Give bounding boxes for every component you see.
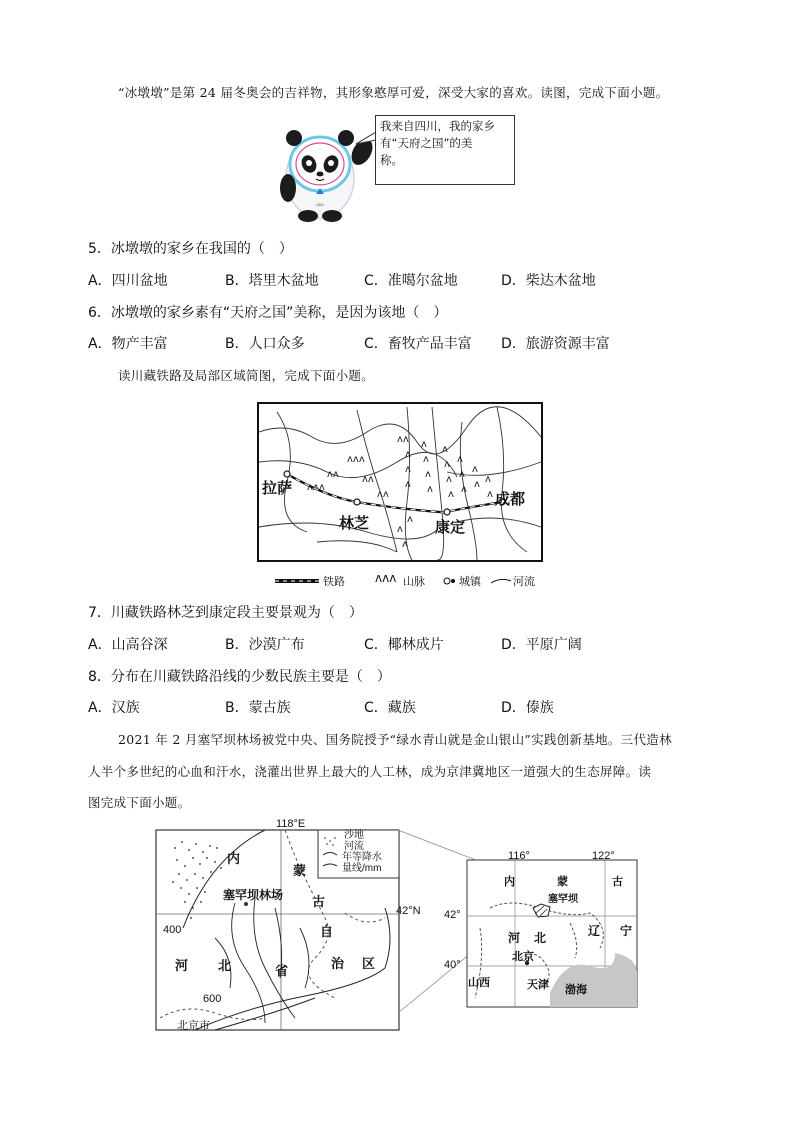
saihanba-inset-label: 塞罕坝 [548,894,578,905]
lat-40-inset-label: 40° [444,959,461,971]
region-char-qu: 区 [362,956,376,971]
intro-passage-3-line-1: 2021 年 2 月塞罕坝林场被党中央、国务院授予“绿水青山就是金山银山”实践创新基地。三代造林 [118,732,672,747]
svg-text:ʌ: ʌ [446,474,452,485]
q8-option-c[interactable]: C．藏族 [364,700,416,716]
saihanba-forest-label: 塞罕坝林场 [223,888,284,902]
lat-42-inset-label: 42° [444,909,461,921]
svg-text:ʌ: ʌ [402,539,408,550]
speech-bubble [375,115,515,185]
svg-text:ʌ: ʌ [405,479,411,490]
tianjin-inset-label: 天津 [527,979,549,991]
lon-122-label: 122° [592,850,615,862]
linzhi-label: 林芝 [339,514,370,532]
isohyet-600-label: 600 [203,993,222,1005]
intro-passage-3-line-3: 图完成下面小题。 [88,795,191,810]
q6-option-b[interactable]: B．人口众多 [225,336,305,352]
beijing-city-label: 北京市 [177,1020,210,1032]
q8-option-d[interactable]: D．傣族 [501,700,554,716]
q6-option-d[interactable]: D．旅游资源丰富 [501,336,610,352]
question-7-stem: 7．川藏铁路林芝到康定段主要景观为（ ） [88,605,363,621]
svg-text:ʌ: ʌ [461,484,467,495]
question-6-stem: 6．冰墩墩的家乡素有“天府之国”美称，是因为该地（ ） [88,305,448,321]
svg-text:ʌʌʌ: ʌʌʌ [307,482,325,493]
legend-river: 河流 [344,841,364,852]
svg-text:ooo: ooo [316,202,324,207]
intro-passage-3-line-2: 人半个多世纪的心血和汗水，浇灌出世界上最大的人工林，成为京津冀地区一道强大的生态屏障。读 [88,764,652,779]
svg-text:ʌʌʌ: ʌʌʌ [347,454,365,465]
q8-option-a[interactable]: A．汉族 [88,700,140,716]
intro-passage-2: 读川藏铁路及局部区域简图，完成下面小题。 [118,368,375,383]
q6-option-c[interactable]: C．畜牧产品丰富 [364,336,472,352]
lhasa-label: 拉萨 [262,479,293,497]
question-8-stem: 8．分布在川藏铁路沿线的少数民族主要是（ ） [88,669,391,685]
svg-text:ʌ: ʌ [487,489,493,500]
beijing-inset-label: 北京 [512,951,534,963]
q5-option-b[interactable]: B．塔里木盆地 [225,273,319,289]
sichuan-tibet-railway-map [257,402,543,562]
legend-river: 河流 [513,575,535,588]
svg-text:ʌ: ʌ [397,524,403,535]
isohyet-400-label: 400 [163,924,182,936]
saihanba-region-map [155,818,421,1032]
svg-text:ʌ: ʌ [442,444,448,455]
region-char-bei: 北 [218,958,232,973]
svg-text:ʌ: ʌ [459,469,465,480]
region-char-gu: 古 [312,894,326,909]
legend-sand: 沙地 [344,830,364,841]
intro-passage-1: “冰墩墩”是第 24 届冬奥会的吉祥物，其形象憨厚可爱，深受大家的喜欢。读图，完成下面小题。 [118,85,669,100]
map1-drawing [257,402,543,562]
q7-option-a[interactable]: A．山高谷深 [88,637,168,653]
svg-text:ʌ: ʌ [472,464,478,475]
bohai-inset-label: 渤海 [565,984,587,996]
q7-option-b[interactable]: B．沙漠广布 [225,637,305,653]
legend-isohyet-unit: 量线/mm [342,863,382,874]
jingjinji-inset-map [440,848,640,1010]
town-legend-icon [443,577,457,585]
legend-town: 城镇 [459,575,481,588]
lat-42-label: 42°N [396,905,421,917]
inset-char-he: 河 [508,931,521,945]
svg-text:ʌ: ʌ [444,459,450,470]
mountain-legend-icon: ʌʌʌ [375,571,397,585]
lon-116-label: 116° [508,850,530,862]
chengdu-label: 成都 [495,490,526,508]
region-char-meng: 蒙 [293,863,307,878]
svg-text:ʌ: ʌ [423,454,429,465]
q5-option-d[interactable]: D．柴达木盆地 [501,273,596,289]
legend-mountain: 山脉 [403,575,425,588]
svg-text:ʌʌ: ʌʌ [362,474,374,485]
question-5-stem: 5．冰墩墩的家乡在我国的（ ） [88,241,293,257]
shanxi-inset-label: 山西 [468,977,490,989]
q6-option-a[interactable]: A．物产丰富 [88,336,168,352]
speech-line: 称。 [380,153,403,167]
inset-char-liao: 辽 [588,924,601,938]
inset-char-ning: 宁 [620,924,633,938]
railway-legend-icon [275,577,319,585]
svg-text:ʌ: ʌ [405,449,411,460]
svg-text:ʌʌ: ʌʌ [397,434,409,445]
region-char-zhi: 治 [331,956,345,971]
svg-text:ʌʌ: ʌʌ [327,469,339,480]
q7-option-d[interactable]: D．平原广阔 [501,637,582,653]
svg-text:ʌ: ʌ [407,514,413,525]
q8-option-b[interactable]: B．蒙古族 [225,700,291,716]
inset-char-bei: 北 [534,931,547,945]
q5-option-c[interactable]: C．准噶尔盆地 [364,273,458,289]
svg-text:ʌ: ʌ [421,439,427,450]
q7-option-c[interactable]: C．椰林成片 [364,637,444,653]
speech-line: 我来自四川，我的家乡 [380,119,495,133]
svg-text:ʌ: ʌ [425,469,431,480]
svg-text:ʌ: ʌ [474,479,480,490]
legend-railway: 铁路 [323,575,345,588]
inset-char-nei: 内 [504,876,515,888]
region-char-sheng: 省 [275,963,289,978]
region-char-zi: 自 [320,924,334,939]
inset-char-meng: 蒙 [557,876,568,888]
svg-text:ʌ: ʌ [457,454,463,465]
q5-option-a[interactable]: A．四川盆地 [88,273,168,289]
svg-text:ʌ: ʌ [448,489,454,500]
svg-text:ʌ: ʌ [405,464,411,475]
lon-118-label: 118°E [276,818,306,830]
river-legend-icon [491,577,511,585]
region-char-nei: 内 [227,851,241,866]
inset-char-gu: 古 [612,876,623,888]
speech-line: 有“天府之国”的美 [380,136,473,150]
svg-text:ʌ: ʌ [485,474,491,485]
region-char-he: 河 [175,958,189,973]
map1-legend [275,573,545,589]
svg-text:ʌʌ: ʌʌ [377,489,389,500]
speech-bubble-tail [356,130,376,146]
kangding-label: 康定 [435,518,466,536]
svg-text:ʌ: ʌ [427,484,433,495]
legend-isohyet: 年等降水 [342,852,382,863]
